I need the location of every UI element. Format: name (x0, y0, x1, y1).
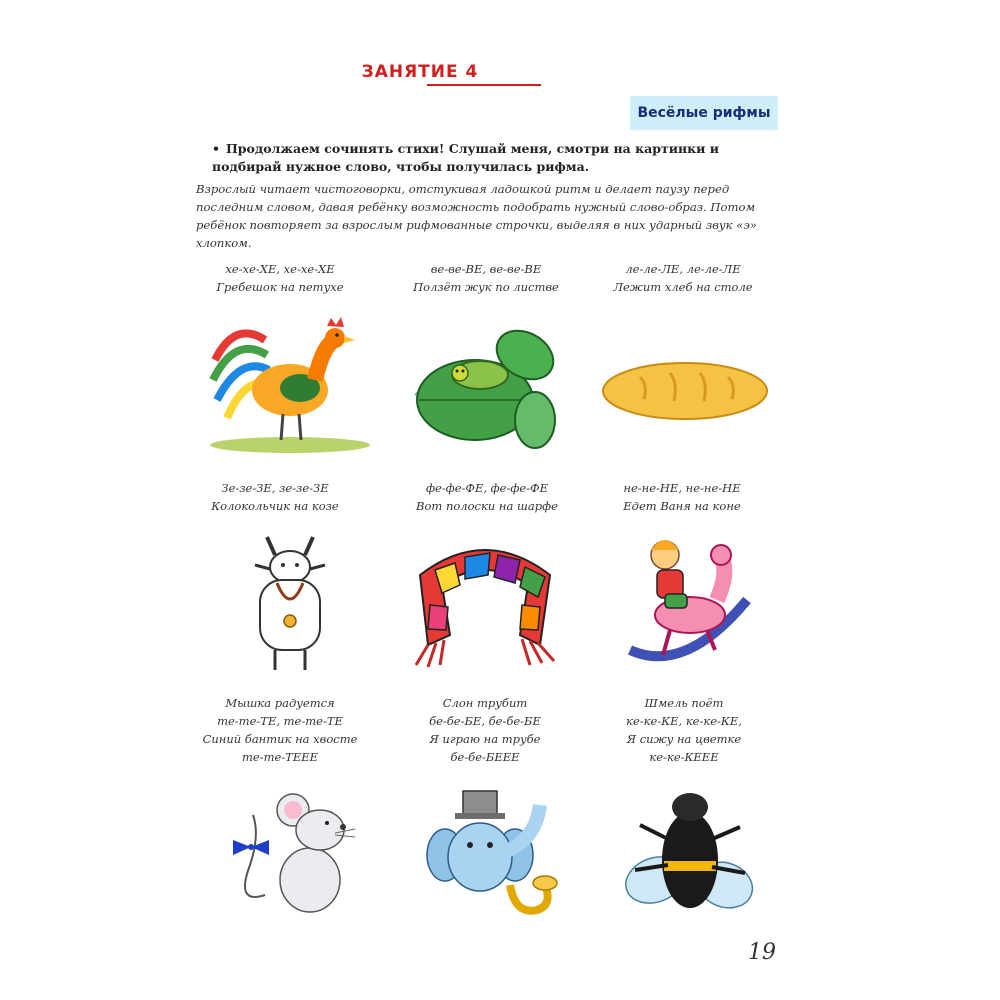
rhyme-line: Слон трубит (442, 696, 528, 710)
rhyme-caption-bread (588, 260, 778, 296)
beetle-leaf-picture (405, 315, 575, 460)
adult-note: Взрослый читает чистоговорки, отстукивая ладошкой ритм и делает паузу перед последним словом, давая ребёнку возможность подобрать нужный слово-образ. Потом ребёнок повторяет за взрослым рифмованные строчки, выделяя в них ударный звук «э» хлопком. (196, 182, 757, 250)
rhyme-line: ле-ле-ЛЕ, ле-ле-ЛЕ (625, 262, 741, 276)
bread-picture (600, 355, 770, 425)
rhyme-line: Гребешок на петухе (216, 280, 344, 294)
rhyme-caption-horse (587, 479, 777, 515)
rhyme-line: Лежит хлеб на столе (613, 280, 753, 294)
title-underline (427, 84, 541, 86)
goat-picture (245, 535, 335, 675)
bumblebee-picture (620, 785, 760, 925)
rhyme-line: Я играю на трубе (429, 732, 541, 746)
rhyme-line: Шмель поёт (644, 696, 724, 710)
rhyme-line: ке-ке-КЕ, ке-ке-КЕ, (626, 714, 742, 728)
rhyme-line: те-те-ТЕ, те-те-ТЕ (217, 714, 343, 728)
mouse-picture (225, 785, 365, 920)
rhyme-line: Едет Ваня на коне (623, 499, 741, 513)
rhyme-caption-scarf (392, 479, 582, 515)
rhyme-line: Синий бантик на хвосте (202, 732, 358, 746)
rhyme-line: ве-ве-ВЕ, ве-ве-ВЕ (430, 262, 542, 276)
rhyme-line: Зе-зе-ЗЕ, зе-зе-ЗЕ (221, 481, 329, 495)
rhyme-caption-goat (180, 479, 370, 515)
rhyme-caption-rooster (185, 260, 375, 296)
rhyme-line: бе-бе-БЕ, бе-бе-БЕ (429, 714, 541, 728)
bullet-marker: • (212, 141, 220, 156)
lesson-title: ЗАНЯТИЕ 4 (361, 62, 479, 82)
rocking-horse-picture (625, 530, 755, 675)
rhyme-line: фе-фе-ФЕ, фе-фе-ФЕ (426, 481, 548, 495)
elephant-picture (425, 785, 565, 925)
rhyme-line: не-не-НЕ, не-не-НЕ (623, 481, 741, 495)
rhyme-line: Мышка радуется (225, 696, 335, 710)
rhyme-line: Колокольчик на козе (211, 499, 339, 513)
intro-instruction (212, 140, 780, 176)
instruction-text: Продолжаем сочинять стихи! Слушай меня, смотри на картинки и подбирай нужное слово, чтобы получилась рифма. (212, 141, 720, 174)
rhyme-line: те-те-ТЕЕЕ (241, 750, 319, 764)
rhyme-line: Я сижу на цветке (626, 732, 742, 746)
rhyme-caption-elephant (390, 694, 580, 766)
rhyme-line: бе-бе-БЕЕЕ (450, 750, 520, 764)
page-number: 19 (748, 940, 776, 965)
rhyme-line: хе-хе-ХЕ, хе-хе-ХЕ (225, 262, 335, 276)
rhyme-line: ке-ке-КЕЕЕ (649, 750, 719, 764)
rooster-picture (205, 310, 375, 455)
scarf-picture (410, 535, 565, 675)
section-badge: Весёлые рифмы (630, 96, 778, 130)
rhyme-line: Вот полоски на шарфе (416, 499, 558, 513)
rhyme-line: Ползёт жук по листве (413, 280, 559, 294)
rhyme-caption-bumblebee (589, 694, 779, 766)
rhyme-caption-beetle (391, 260, 581, 296)
rhyme-caption-mouse (185, 694, 375, 766)
